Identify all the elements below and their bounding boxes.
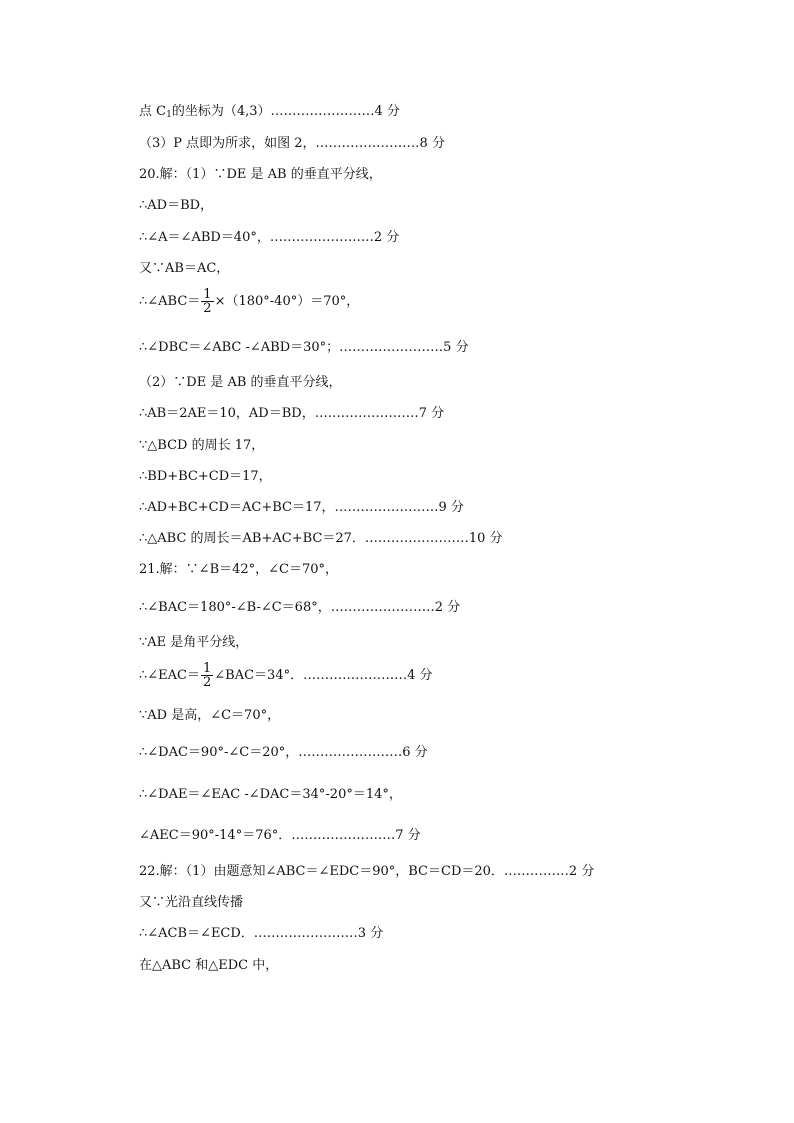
solution-line: ∴AB＝2AE＝10，AD＝BD，……………………7 分 bbox=[139, 406, 445, 421]
solution-line: ∴∠BAC＝180°-∠B-∠C＝68°，……………………2 分 bbox=[139, 600, 461, 615]
problem-22-heading: 22.解：（1）由题意知∠ABC＝∠EDC＝90°，BC＝CD＝20．……………2 分 bbox=[139, 864, 595, 879]
solution-line: ∴∠DAC＝90°-∠C＝20°，……………………6 分 bbox=[139, 745, 428, 760]
problem-21-heading: 21.解：∵∠B＝42°，∠C＝70°， bbox=[139, 562, 339, 577]
solution-line: ∴AD＝BD， bbox=[139, 198, 214, 213]
solution-line: ∴BD+BC+CD＝17， bbox=[139, 469, 272, 484]
solution-line: ∴△ABC 的周长＝AB+AC+BC＝27．……………………10 分 bbox=[139, 531, 503, 546]
fraction-one-half: $\frac{1}{2}$ bbox=[203, 661, 212, 690]
solution-line: ∴∠A＝∠ABD＝40°，……………………2 分 bbox=[139, 230, 400, 245]
solution-line: ∴AD+BC+CD＝AC+BC＝17，……………………9 分 bbox=[139, 500, 464, 515]
solution-line-fraction: ∴∠ABC＝ $\frac{1}{2}$ ×（180°-40°）＝70°， bbox=[139, 287, 360, 316]
problem-20-heading: 20.解：（1）∵DE 是 AB 的垂直平分线， bbox=[139, 167, 382, 182]
solution-line: （3）P 点即为所求，如图 2，……………………8 分 bbox=[139, 136, 445, 151]
solution-line: 又∵AB＝AC， bbox=[139, 261, 230, 276]
solution-line: 在△ABC 和△EDC 中， bbox=[139, 958, 279, 973]
solution-line: （2）∵DE 是 AB 的垂直平分线， bbox=[139, 375, 342, 390]
solution-line-fraction: ∴∠EAC＝ $\frac{1}{2}$ ∠BAC＝34°．……………………4 分 bbox=[139, 661, 433, 690]
solution-line: 又∵光沿直线传播 bbox=[139, 895, 244, 910]
solution-line: ∵△BCD 的周长 17， bbox=[139, 438, 265, 453]
fraction-one-half: $\frac{1}{2}$ bbox=[203, 287, 212, 316]
solution-line: ∵AE 是角平分线， bbox=[139, 635, 249, 650]
solution-line: ∴∠DAE＝∠EAC -∠DAC＝34°-20°＝14°， bbox=[139, 787, 402, 802]
solution-line-c1-coordinates: 点 $C_1$的坐标为（4,3）……………………4 分 bbox=[139, 104, 400, 120]
solution-line: ∵AD 是高，∠C＝70°， bbox=[139, 708, 281, 723]
solution-line: ∠AEC＝90°-14°＝76°．……………………7 分 bbox=[139, 828, 421, 843]
solution-line: ∴∠DBC＝∠ABC -∠ABD＝30°；……………………5 分 bbox=[139, 340, 469, 355]
solution-line: ∴∠ACB＝∠ECD．……………………3 分 bbox=[139, 926, 384, 941]
